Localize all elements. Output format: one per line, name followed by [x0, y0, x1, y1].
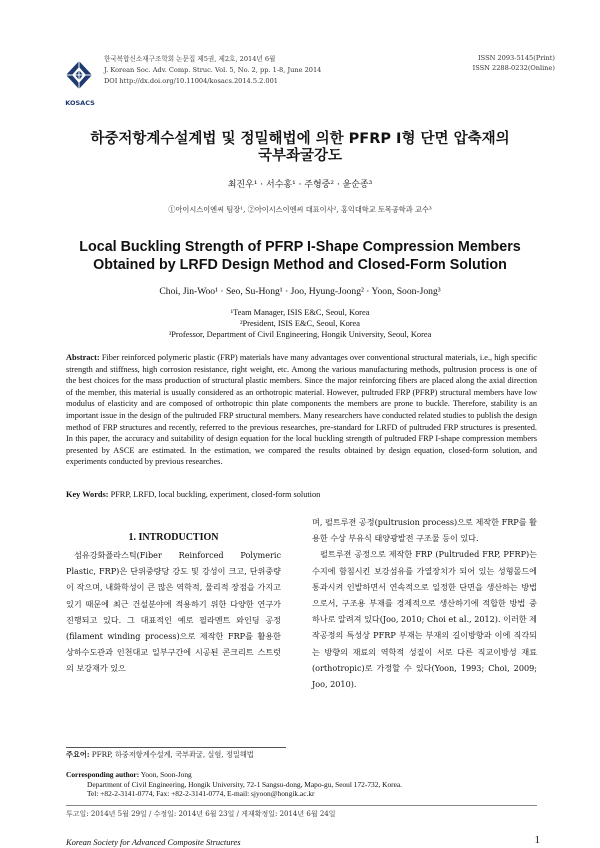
paragraph: 펄트루젼 공정으로 제작한 FRP (Pultruded FRP, PFRP)는 수지에 함침시킨 보강섬유를 가열장치가 되어 있는 성형몰드에 통과시켜 인발하면서 연속적으로 일정한 단면을 생산하는 방법으로서, 구조용 부재를 경제적으로 생산하기에 적합한 방법 중 하나로 알려져 있다(Joo, 2010; Choi et al., 2012). 이러한 제작공정의 특성상 PFRP 부재는 부재의 길이방향과 이에 직각되는 방향의 재료의 역학적 성질이 서로 다른 직교이방성 재료(orthotropic)로 가정할 수 있다(Yoon, 1993; Choi, 2009; Joo, 2010). [312, 549, 537, 690]
footnote-keywords [66, 750, 254, 760]
kosacs-logo-icon [62, 58, 96, 98]
footnote-keywords-text: PFRP, 하중저항계수설계, 국부좌굴, 실험, 정밀해법 [91, 750, 254, 759]
affiliation-3: ³Professor, Department of Civil Engineering, Hongik University, Seoul, Korea [168, 330, 432, 339]
affiliations-korean: ①아이시스이엔씨 팀장¹, ②아이시스이엔씨 대표이사², 홍익대학교 토목공학과 교수³ [168, 205, 432, 214]
abstract-text: Fiber reinforced polymeric plastic (FRP) materials have many advantages over conventional structural materials, i.e., high specific strength and stiffness, high corrosion resistance, right weight, etc. Among the various manufacturing methods, pultrusion process is one of the best choices for the mass production of structural plastic members. Since the major reinforcing fibers are placed along the axial direction of the member, this material is usually considered as an orthotropic material. However, pultruded FRP (PFRP) structural members have low modulus of elasticity and are composed of orthotropic thin plate components the members are prone to buckle. Therefore, stability is an important issue in the design of the pultruded FRP structural members. Many researchers have conducted related studies to publish the design method of FRP structures and recently, referred to the previous researches, pre-standard for LRFD of pultruded FRP structures is presented. In this paper, the accuracy and suitability of design equation for the local buckling strength of pultruded FRP I-shape compression members presented by ASCE are estimated. In the estimation, we compared the results obtained by design equation, closed-form solution, and experiments conducted by previous researches. [66, 353, 537, 467]
keywords [66, 490, 537, 499]
corr-name: Yoon, Soon-Jong [140, 770, 192, 779]
authors-english: Choi, Jin-Woo¹ · Seo, Su-Hong¹ · Joo, Hyung-Joong² · Yoon, Soon-Jong³ [159, 286, 441, 297]
journal-name-en: J. Korean Soc. Adv. Comp. Struc. Vol. 5, No. 2, pp. 1-8, June 2014 [104, 66, 322, 74]
title-en-line1: Local Buckling Strength of PFRP I-Shape Compression Members [79, 239, 521, 255]
submission-dates: 투고일: 2014년 5월 29일 / 수정일: 2014년 6월 23일 / 게재확정일: 2014년 6월 24일 [66, 805, 537, 819]
title-ko-line1: 하중저항계수설계법 및 정밀해법에 의한 PFRP I형 단면 압축재의 [90, 131, 510, 147]
footnote-keywords-label: 주요어: [66, 750, 90, 759]
title-english [40, 238, 560, 274]
title-en-line2: Obtained by LRFD Design Method and Closed-Form Solution [93, 257, 507, 273]
keywords-label: Key Words: [66, 490, 109, 499]
corr-address: Department of Civil Engineering, Hongik University, 72-1 Sangsu-dong, Mapo-gu, Seoul 172-732, Korea. [87, 779, 403, 789]
corresponding-author [66, 770, 537, 799]
section-heading-introduction: 1. INTRODUCTION [128, 532, 219, 543]
page-footer [66, 834, 540, 848]
journal-citation [104, 54, 321, 87]
issn-print: ISSN 2093-5145(Print) [478, 54, 555, 62]
footer-journal: Korean Society for Advanced Composite Structures [66, 837, 241, 847]
keywords-text: PFRP, LRFD, local buckling, experiment, closed-form solution [110, 490, 321, 499]
body-column-left [66, 547, 281, 677]
title-korean [30, 131, 570, 165]
page-number: 1 [534, 834, 540, 846]
body-column-right [312, 514, 537, 692]
authors-korean: 최진우¹ · 서수홍¹ · 주형중² · 윤순종³ [227, 180, 373, 190]
issn-block [473, 54, 555, 73]
logo-label: KOSACS [65, 99, 95, 107]
journal-header [62, 54, 555, 116]
affiliation-1: ¹Team Manager, ISIS E&C, Seoul, Korea [230, 308, 370, 317]
affiliations-english [0, 307, 600, 340]
title-ko-line2: 국부좌굴강도 [257, 148, 343, 164]
paragraph: 섬유강화플라스틱(Fiber Reinforced Polymeric Plastic, FRP)은 단위중량당 강도 및 강성이 크고, 단위중량이 작으며, 내화학성이 큰 많은 역학적, 물리적 장점을 가지고 있기 때문에 최근 건설분야에 적용하기 위한 다양한 연구가 진행되고 있다. 그 대표적인 예로 필라멘트 와인딩 공정(filament winding process)으로 제작한 FRP를 활용한 상하수도관과 인천대교 일부구간에 시공된 콘크리트 스트럿의 보강재가 있으 [66, 550, 281, 674]
issn-online: ISSN 2288-0232(Online) [472, 63, 555, 72]
corr-label: Corresponding author: [66, 770, 140, 779]
affiliation-2: ²President, ISIS E&C, Seoul, Korea [240, 319, 360, 328]
corr-contact: Tel: +82-2-3141-0774, Fax: +82-2-3141-0774, E-mail: sjyoon@hongik.ac.kr [87, 789, 315, 799]
abstract-label: Abstract: [66, 353, 100, 362]
paragraph: 며, 펄트루젼 공정(pultrusion process)으로 제작한 FRP를 활용한 수상 부유식 태양광발전 구조물 등이 있다. [312, 517, 537, 544]
doi-link[interactable]: DOI http://dx.doi.org/10.11004/kosacs.2014.5.2.001 [104, 77, 279, 85]
journal-name-ko: 한국복합신소재구조학회 논문집 제5권, 제2호, 2014년 6월 [104, 55, 276, 63]
footnote-divider [66, 747, 286, 748]
abstract [66, 352, 537, 468]
